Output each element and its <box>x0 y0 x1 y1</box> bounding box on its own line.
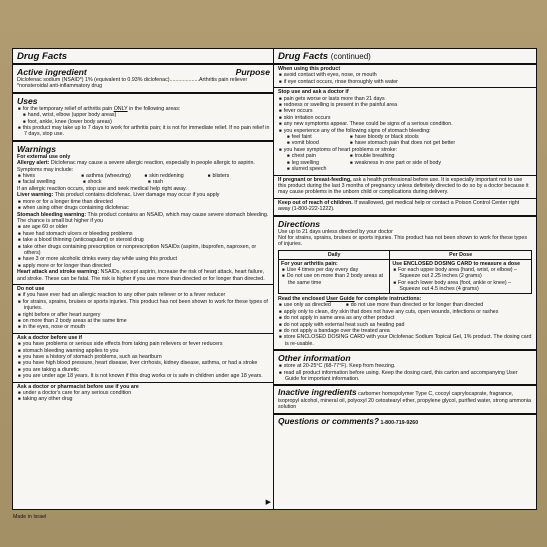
heart-sign: ■ slurred speech <box>286 166 349 172</box>
per-dose-heading: Use ENCLOSED DOSING CARD to measure a dose <box>392 260 521 267</box>
do-not-use-item: ■ right before or after heart surgery <box>17 312 270 318</box>
external-use-text: For external use only <box>17 153 71 160</box>
bleeding-sign: ■ feel faint <box>286 134 349 140</box>
questions-heading: Questions or comments? <box>278 415 379 426</box>
stop-use-item: ■ you experience any of the following signs of stomach bleeding: <box>278 128 532 134</box>
daily-item: ■ Use 4 times per day every day <box>281 267 387 273</box>
active-ingredient-dots: .................... <box>169 77 199 83</box>
table-header-row <box>279 250 532 259</box>
keep-out-text: If swallowed, get medical help or contact a Poison Control Center right away (1-800-222-1222). <box>278 199 520 213</box>
per-dose-item: ■ For each lower body area (foot, ankle or knee) – Squeeze out 4.5 inches (4 grams) <box>392 280 529 292</box>
stomach-item: ■ are age 60 or older <box>17 224 270 230</box>
do-not-use-heading: Do not use <box>17 285 45 292</box>
pregnancy-section <box>274 176 536 199</box>
per-dose-cell <box>390 259 532 293</box>
ask-pharmacist-item: ■ under a doctor's care for any serious condition <box>17 390 270 396</box>
drug-facts-title: Drug Facts <box>13 49 274 65</box>
stop-use-item: ■ you have symptoms of heart problems or stroke: <box>278 147 532 153</box>
continue-arrow-icon: ▶ <box>265 499 271 506</box>
dosing-table <box>278 250 532 294</box>
ask-doctor-heading: Ask a doctor before use if <box>17 334 83 341</box>
made-in-label: Made in Israel <box>13 514 47 520</box>
stop-use-item: ■ redness or swelling is present in the painful area <box>278 102 532 108</box>
stomach-item: ■ take other drugs containing prescription or nonprescription NSAIDs (aspirin, ibuprofen, naproxen, or others) <box>17 244 270 257</box>
ask-doctor-item: ■ you are taking a diuretic <box>17 367 270 373</box>
when-using-section <box>274 65 536 88</box>
heart-sign: ■ weakness in one part or side of body <box>349 160 532 166</box>
warnings-section <box>13 142 274 285</box>
uses-item: ■ this product may take up to 7 days to work for arthritis pain; it is not for immediate relief. If no pain relief in 7 days, stop use. <box>17 125 270 138</box>
bleeding-sign: ■ vomit blood <box>286 140 349 146</box>
stop-use-section <box>274 88 536 175</box>
heart-sign: ■ trouble breathing <box>349 153 532 159</box>
other-information-item: ■ read all product information before using. Keep the dosing card, this carton and accompanying User Guide for important information. <box>278 370 532 383</box>
table-row <box>279 259 532 293</box>
stop-use-heading: Stop use and ask a doctor if <box>278 89 349 96</box>
symptom-item: ■ shock <box>82 179 147 185</box>
stop-use-item: ■ fever occurs <box>278 108 532 114</box>
liver-item: ■ when using other drugs containing diclofenac <box>17 205 270 211</box>
table-header-per-dose: Per Dose <box>390 250 532 259</box>
uses-section <box>13 94 274 142</box>
symptom-item: ■ blisters <box>207 173 270 179</box>
uses-subitem: ■ foot, ankle, knee (lower body areas) <box>17 119 270 125</box>
ask-doctor-item: ■ you have problems or serious side effects from taking pain relievers or fever reducers <box>17 341 270 347</box>
do-not-use-item: ■ in the eyes, nose or mouth <box>17 324 270 330</box>
ask-pharmacist-heading: Ask a doctor or pharmacist before use if you are <box>17 383 139 390</box>
ask-pharmacist-item: ■ taking any other drug <box>17 396 270 402</box>
guide-item: ■ do not apply a bandage over the treated area <box>278 328 532 334</box>
symptom-item: ■ asthma (wheezing) <box>80 173 143 179</box>
bleeding-sign: ■ have bloody or black stools <box>349 134 532 140</box>
active-ingredient-text: Diclofenac sodium (NSAID*) 1% (equivalent to 0.93% diclofenac) <box>17 77 170 83</box>
directions-heading: Directions <box>278 218 321 229</box>
pregnancy-text: ask a health professional before use. It is especially important not to use this product during the last 3 months of pregnancy unless definitely directed to do so by a doctor because it may cause problems in the unborn child or complications during delivery. <box>278 176 529 196</box>
do-not-use-section <box>13 285 274 334</box>
daily-item: ■ Do not use on more than 2 body areas at the same time <box>281 273 387 285</box>
table-header-daily: Daily <box>279 250 390 259</box>
questions-section <box>274 415 536 428</box>
purpose-heading: Purpose <box>235 67 270 77</box>
warnings-heading: Warnings <box>17 143 56 154</box>
symptom-item: ■ hives <box>17 173 80 179</box>
heart-stroke-warning: Heart attack and stroke warning: NSAIDs, except aspirin, increase the risk of heart attack, heart failure, and stroke. These can be fatal. The risk is higher if you use more than directed or for longer than directed. <box>17 269 265 282</box>
ask-doctor-section <box>13 334 274 383</box>
allergy-alert: Allergy alert: Diclofenac may cause a severe allergic reaction, especially in people allergic to aspirin. <box>17 160 255 167</box>
guide-row <box>278 302 532 308</box>
guide-item: ■ apply only to clean, dry skin that does not have any cuts, open wounds, infections or rashes <box>278 309 532 315</box>
uses-heading: Uses <box>17 95 38 106</box>
ask-doctor-item: ■ you are under age 18 years. It is not known if this drug works or is safe in children under age 18 years. <box>17 373 270 379</box>
guide-item: ■ store ENCLOSED DOSING CARD with your Diclofenac Sodium Topical Gel, 1% product. The dosing card is re-usable. <box>278 334 532 347</box>
daily-cell <box>279 259 390 293</box>
stop-use-item: ■ skin irritation occurs <box>278 115 532 121</box>
bleeding-row <box>278 140 532 146</box>
ask-doctor-item: ■ stomach bleeding warning applies to you <box>17 348 270 354</box>
stop-use-item: ■ pain gets worse or lasts more than 21 days <box>278 96 532 102</box>
daily-heading: For your arthritis pain: <box>281 260 338 267</box>
inactive-ingredients-text: carbomer homopolymer Type C, cocoyl caprylocaprate, fragrance, isopropyl alcohol, mineral oil, polyoxyl 20 cetostearyl ether, propylene glycol, purified water, strong ammonia solution <box>278 391 531 411</box>
stomach-item: ■ apply more or for longer than directed <box>17 263 270 269</box>
symptom-item: ■ rash <box>147 179 212 185</box>
drug-facts-right-panel <box>273 48 537 510</box>
when-using-item: ■ avoid contact with eyes, nose, or mouth <box>278 72 532 78</box>
directions-line: Use up to 21 days unless directed by your doctor <box>278 228 393 235</box>
do-not-use-item: ■ on more than 2 body areas at the same time <box>17 318 270 324</box>
symptom-item: ■ facial swelling <box>17 179 82 185</box>
liver-warning: Liver warning: This product contains diclofenac. Liver damage may occur if you apply <box>17 192 220 199</box>
heart-sign: ■ leg swelling <box>286 160 349 166</box>
ask-doctor-item: ■ you have high blood pressure, heart disease, liver cirrhosis, kidney disease, asthma, or had a stroke <box>17 360 270 366</box>
guide-item: ■ do not use more than directed or for longer than directed <box>345 302 532 308</box>
guide-item: ■ do not apply in same area as any other product <box>278 315 532 321</box>
questions-phone: 1-800-719-9260 <box>380 419 419 426</box>
do-not-use-item: ■ if you have ever had an allergic reaction to any other pain reliever or to a fever reducer <box>17 292 270 298</box>
pregnancy-label: If pregnant or breast-feeding, <box>278 176 352 183</box>
stomach-item: ■ have 3 or more alcoholic drinks every day while using this product <box>17 256 270 262</box>
keep-out-section <box>274 199 536 217</box>
uses-item: ■ for the temporary relief of arthritis pain ONLY in the following areas: <box>17 106 270 112</box>
heart-sign: ■ chest pain <box>286 153 349 159</box>
ask-doctor-item: ■ you have a history of stomach problems, such as heartburn <box>17 354 270 360</box>
drug-facts-left-panel <box>12 48 275 510</box>
other-information-heading: Other information <box>278 353 351 364</box>
active-ingredient-section <box>13 65 274 94</box>
bleeding-sign: ■ have stomach pain that does not get better <box>349 140 532 146</box>
guide-item: ■ use only as directed <box>278 302 345 308</box>
inactive-ingredients-heading: Inactive ingredients <box>278 387 357 398</box>
nsaid-footnote: *nonsteroidal anti-inflammatory drug <box>17 83 103 90</box>
purpose-text: Arthritis pain reliever <box>198 77 248 83</box>
drug-facts-title: Drug Facts <box>278 51 329 62</box>
keep-out-label: Keep out of reach of children. <box>278 199 353 206</box>
symptoms-row <box>17 179 270 185</box>
liver-item: ■ more or for a longer time than directed <box>17 199 270 205</box>
stomach-warning: Stomach bleeding warning: This product contains an NSAID, which may cause severe stomach bleeding. The chance is small but higher if you <box>17 211 269 224</box>
continued-label: (continued) <box>330 52 371 61</box>
when-using-heading: When using this product <box>278 66 341 72</box>
symptoms-label: Symptoms may include: <box>17 166 74 173</box>
uses-subitem: ■ hand, wrist, elbow (upper body areas) <box>17 112 270 118</box>
guide-item: ■ do not apply with external heat such as heating pad <box>278 322 532 328</box>
active-ingredient-heading: Active ingredient <box>17 67 87 77</box>
when-using-item: ■ if eye contact occurs, rinse thoroughly with water <box>278 79 532 85</box>
do-not-use-item: ■ for strains, sprains, bruises or sports injuries. This product has not been shown to work for these types of injuries. <box>17 299 270 312</box>
ask-pharmacist-section <box>13 383 274 405</box>
directions-line: Not for strains, sprains, bruises or sports injuries. This product has not been shown to work for these types of injuries. <box>278 234 527 248</box>
allergy-reaction-text: If an allergic reaction occurs, stop use and seek medical help right away. <box>17 185 187 192</box>
stomach-item: ■ take a blood thinning (anticoagulant) or steroid drug <box>17 237 270 243</box>
user-guide-line: Read the enclosed User Guide for complete instructions: <box>278 295 422 302</box>
other-information-item: ■ store at 20-25°C (68-77°F). Keep from freezing. <box>278 363 532 369</box>
inactive-ingredients-section <box>274 386 536 414</box>
symptom-item: ■ skin reddening <box>144 173 207 179</box>
stomach-item: ■ have had stomach ulcers or bleeding problems <box>17 231 270 237</box>
per-dose-item: ■ For each upper body area (hand, wrist, or elbow) – Squeeze out 2.25 inches (2 grams) <box>392 267 529 279</box>
stop-use-item: ■ any new symptoms appear. These could be signs of a serious condition. <box>278 121 532 127</box>
directions-section <box>274 217 536 352</box>
other-information-section <box>274 351 536 386</box>
heart-sign-row <box>278 166 532 172</box>
